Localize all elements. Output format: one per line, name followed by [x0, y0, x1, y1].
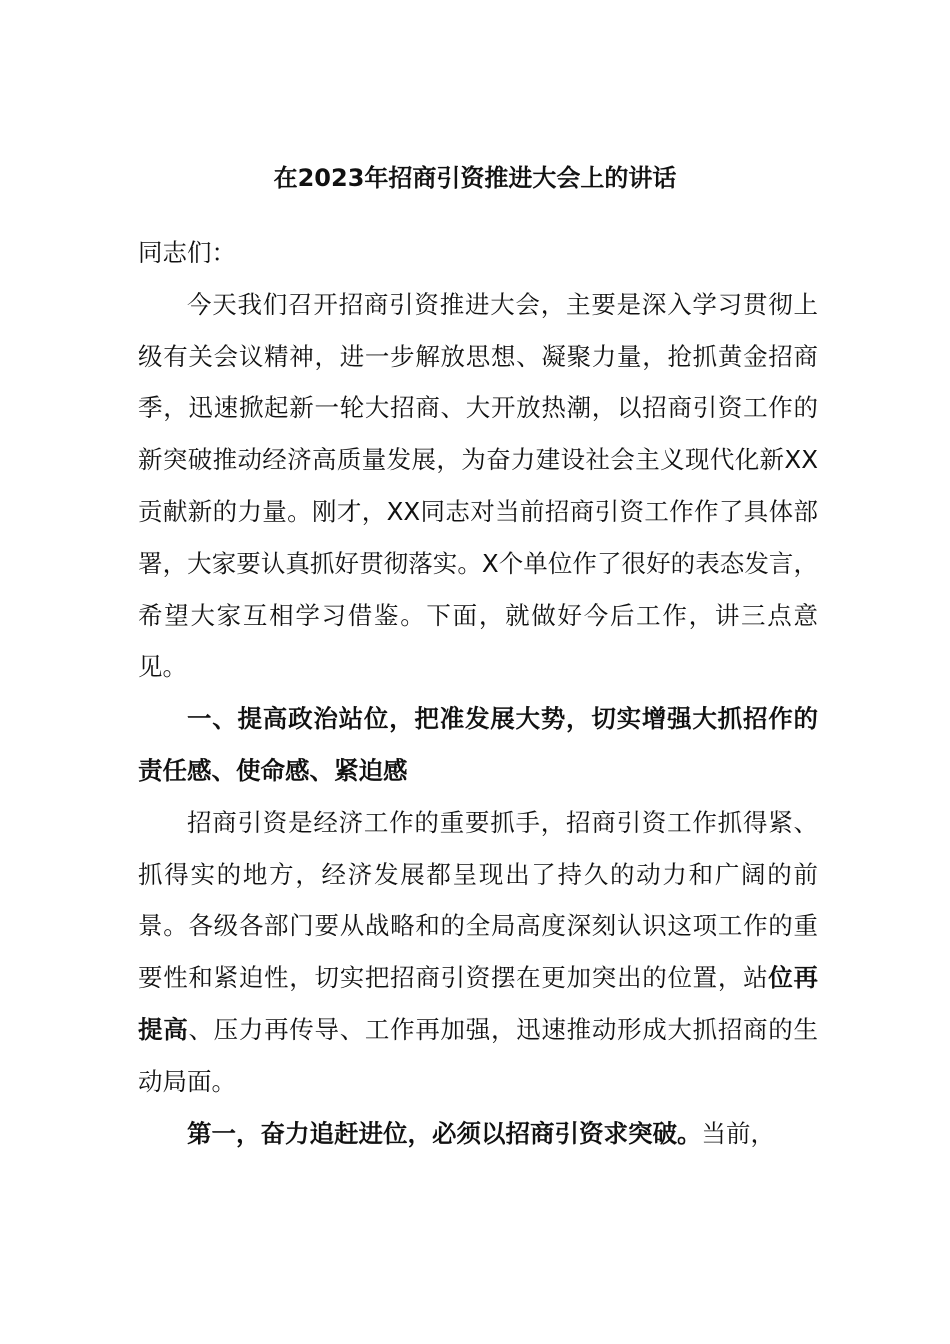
paragraph-intro: 今天我们召开招商引资推进大会，主要是深入学习贯彻上级有关会议精神，进一步解放思想、凝聚力量，抢抓黄金招商季，迅速掀起新一轮大招商、大开放热潮，以招商引资工作的新突破推动经济高质量发展，为奋力建设社会主义现代化新XX贡献新的力量。刚才，XX同志对当前招商引资工作作了具体部署，大家要认真抓好贯彻落实。X个单位作了很好的表态发言，希望大家互相学习借鉴。下面，就做好今后工作，讲三点意见。	[138, 289, 818, 682]
paragraph-section-1	[138, 797, 818, 1108]
greeting: 同志们：	[138, 238, 236, 267]
section-heading-1: 一、提高政治站位，把准发展大势，切实增强大抓招作的责任感、使命感、紧迫感	[138, 704, 818, 785]
paragraph-section-1-text-b: 、压力再传导、工作再加强，迅速推动形成大抓招商的生动局面。	[138, 1014, 819, 1096]
paragraph-point-1	[138, 1108, 818, 1160]
paragraph-section-1-text-a: 招商引资是经济工作的重要抓手，招商引资工作抓得紧、抓得实的地方，经济发展都呈现出了持久的动力和广阔的前景。各级各部门要从战略和的全局高度深刻认识这项工作的重要性和紧迫性，切实把招商引资摆在更加突出的位置，站	[138, 807, 818, 993]
point-1-text: 当前，	[701, 1118, 775, 1148]
point-1-heading: 第一，奋力追赶进位，必须以招商引资求突破。	[187, 1118, 702, 1148]
page-title: 在2023年招商引资推进大会上的讲话	[273, 164, 677, 192]
paragraph-section-1-bold: 位再提高	[138, 963, 819, 1044]
document-body	[138, 220, 818, 1159]
